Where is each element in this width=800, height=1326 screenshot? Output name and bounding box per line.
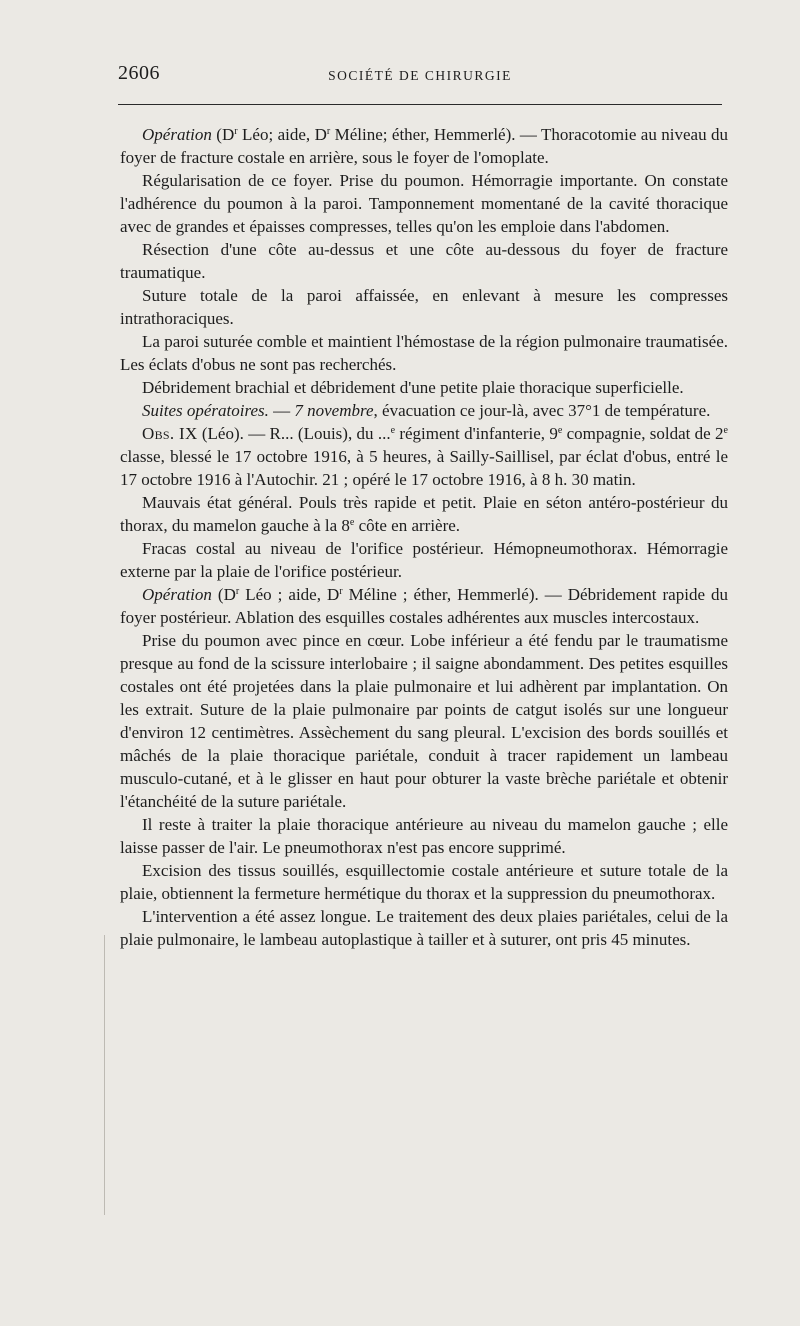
paragraph-observation [120, 422, 728, 491]
paragraph-label: Opération [142, 125, 212, 144]
paragraph-operation-1: Opération ($D^r$ Léo; aide, $D^r$ Méline; éther, Hemmerlé). — Thoracotomie au niveau du foyer de fracture costale en arrière, sous le foyer de l'omoplate. [120, 125, 728, 167]
paragraph: Prise du poumon avec pince en cœur. Lobe inférieur a été fendu par le traumatisme presque au fond de la scissure interlobaire ; il saigne abondamment. Des petites esquilles costales ont été projetées dans la plaie pulmonaire et lui adhèrent par implantation. On les extrait. Suture de la plaie pulmonaire par points de catgut isolés sur une longueur d'environ 12 centimètres. Assèchement du sang pleural. L'excision des bords souillés et mâchés de la plaie thoracique pariétale, conduit à tracer rapidement un lambeau musculo-cutané, et à le glisser en haut pour obturer la vaste brèche pariétale et obtenir l'étanchéité de la suture pariétale. [120, 631, 728, 811]
superscript: e [557, 425, 563, 436]
superscript: r [234, 126, 238, 137]
paragraph: La paroi suturée comble et maintient l'hémostase de la région pulmonaire traumatisée. Les éclats d'obus ne sont pas recherchés. [120, 332, 728, 374]
superscript: e [390, 425, 396, 436]
paragraph: Il reste à traiter la plaie thoracique antérieure au niveau du mamelon gauche ; elle laisse passer de l'air. Le pneumothorax n'est pas encore supprimé. [120, 815, 728, 857]
text-run: compagnie, soldat de 2 [562, 424, 724, 443]
paragraph-label: Suites opératoires. [142, 401, 269, 420]
text-run: , évacuation ce jour-là, avec 37°1 de température. [373, 401, 711, 420]
paragraph: Débridement brachial et débridement d'une petite plaie thoracique superficielle. [142, 378, 684, 397]
title-abbrev: D [223, 585, 236, 604]
paragraph [120, 491, 728, 537]
page-number: 2606 [118, 62, 160, 84]
paragraph: L'intervention a été assez longue. Le traitement des deux plaies pariétales, celui de la plaie pulmonaire, le lambeau autoplastique à tailler et à suturer, ont pris 45 minutes. [120, 907, 728, 949]
text-run: Méline; éther, Hemmerlé). — Thoracotomie au niveau du foyer de fracture costale en arrière, sous le foyer de l'omoplate. [120, 125, 728, 167]
title-abbrev: D [314, 125, 327, 144]
superscript: r [339, 586, 343, 597]
paragraph: Fracas costal au niveau de l'orifice postérieur. Hémopneumothorax. Hémorragie externe par la plaie de l'orifice postérieur. [120, 539, 728, 581]
superscript: e [349, 517, 355, 528]
paragraph: Excision des tissus souillés, esquillectomie costale antérieure et suture totale de la plaie, obtiennent la fermeture hermétique du thorax et la suppression du pneumothorax. [120, 861, 728, 903]
title-abbrev: D [221, 125, 235, 144]
text-run: Méline ; éther, Hemmerlé). — Débridement rapide du foyer postérieur. Ablation des esquilles costales adhérentes aux muscles intercostaux. [120, 585, 729, 627]
running-title: SOCIÉTÉ DE CHIRURGIE [328, 68, 512, 83]
date-text: 7 novembre [294, 401, 374, 420]
title-abbrev: D [326, 585, 340, 604]
paragraph: Suture totale de la paroi affaissée, en enlevant à mesure les compresses intrathoraciques. [120, 286, 728, 328]
text-run: côte en arrière. [354, 516, 461, 535]
body-text [120, 123, 728, 951]
text-run: régiment d'infanterie, 9 [395, 424, 558, 443]
page-header [118, 62, 722, 92]
paragraph-label: Opération [142, 585, 212, 604]
paragraph: Résection d'une côte au-dessus et une côte au-dessous du foyer de fracture traumatique. [120, 240, 728, 282]
text-run: Léo; aide, [237, 125, 315, 144]
text-run: classe, blessé le 17 octobre 1916, à 5 heures, à Sailly-Saillisel, par éclat d'obus, entré le 17 octobre 1916 à l'Autochir. 21 ; opéré le 17 octobre 1916, à 8 h. 30 matin. [120, 447, 728, 489]
superscript: r [326, 126, 331, 137]
superscript: r [235, 586, 240, 597]
paragraph: Régularisation de ce foyer. Prise du poumon. Hémorragie importante. On constate l'adhérence du poumon à la paroi. Tamponnement momentané de la cavité thoracique avec de grandes et épaisses compresses, telles qu'on les emploie dans l'abdomen. [120, 171, 728, 236]
observation-label: Obs. IX [142, 424, 198, 443]
text-run: (Léo). — R... (Louis), du ... [197, 424, 391, 443]
superscript: e [723, 425, 728, 436]
paragraph-suites [120, 399, 728, 422]
text-run: Léo ; aide, [239, 585, 327, 604]
margin-line [104, 935, 105, 1215]
header-rule [118, 104, 722, 105]
text-run: Mauvais état général. Pouls très rapide et petit. Plaie en séton antéro-postérieur du thorax, du mamelon gauche à la 8 [120, 493, 728, 535]
paragraph-operation-2: Opération ($D^r$ Léo ; aide, $D^r$ Méline ; éther, Hemmerlé). — Débridement rapide du foyer postérieur. Ablation des esquilles costales adhérentes aux muscles intercostaux. [120, 585, 729, 627]
text-run: — [268, 401, 295, 420]
